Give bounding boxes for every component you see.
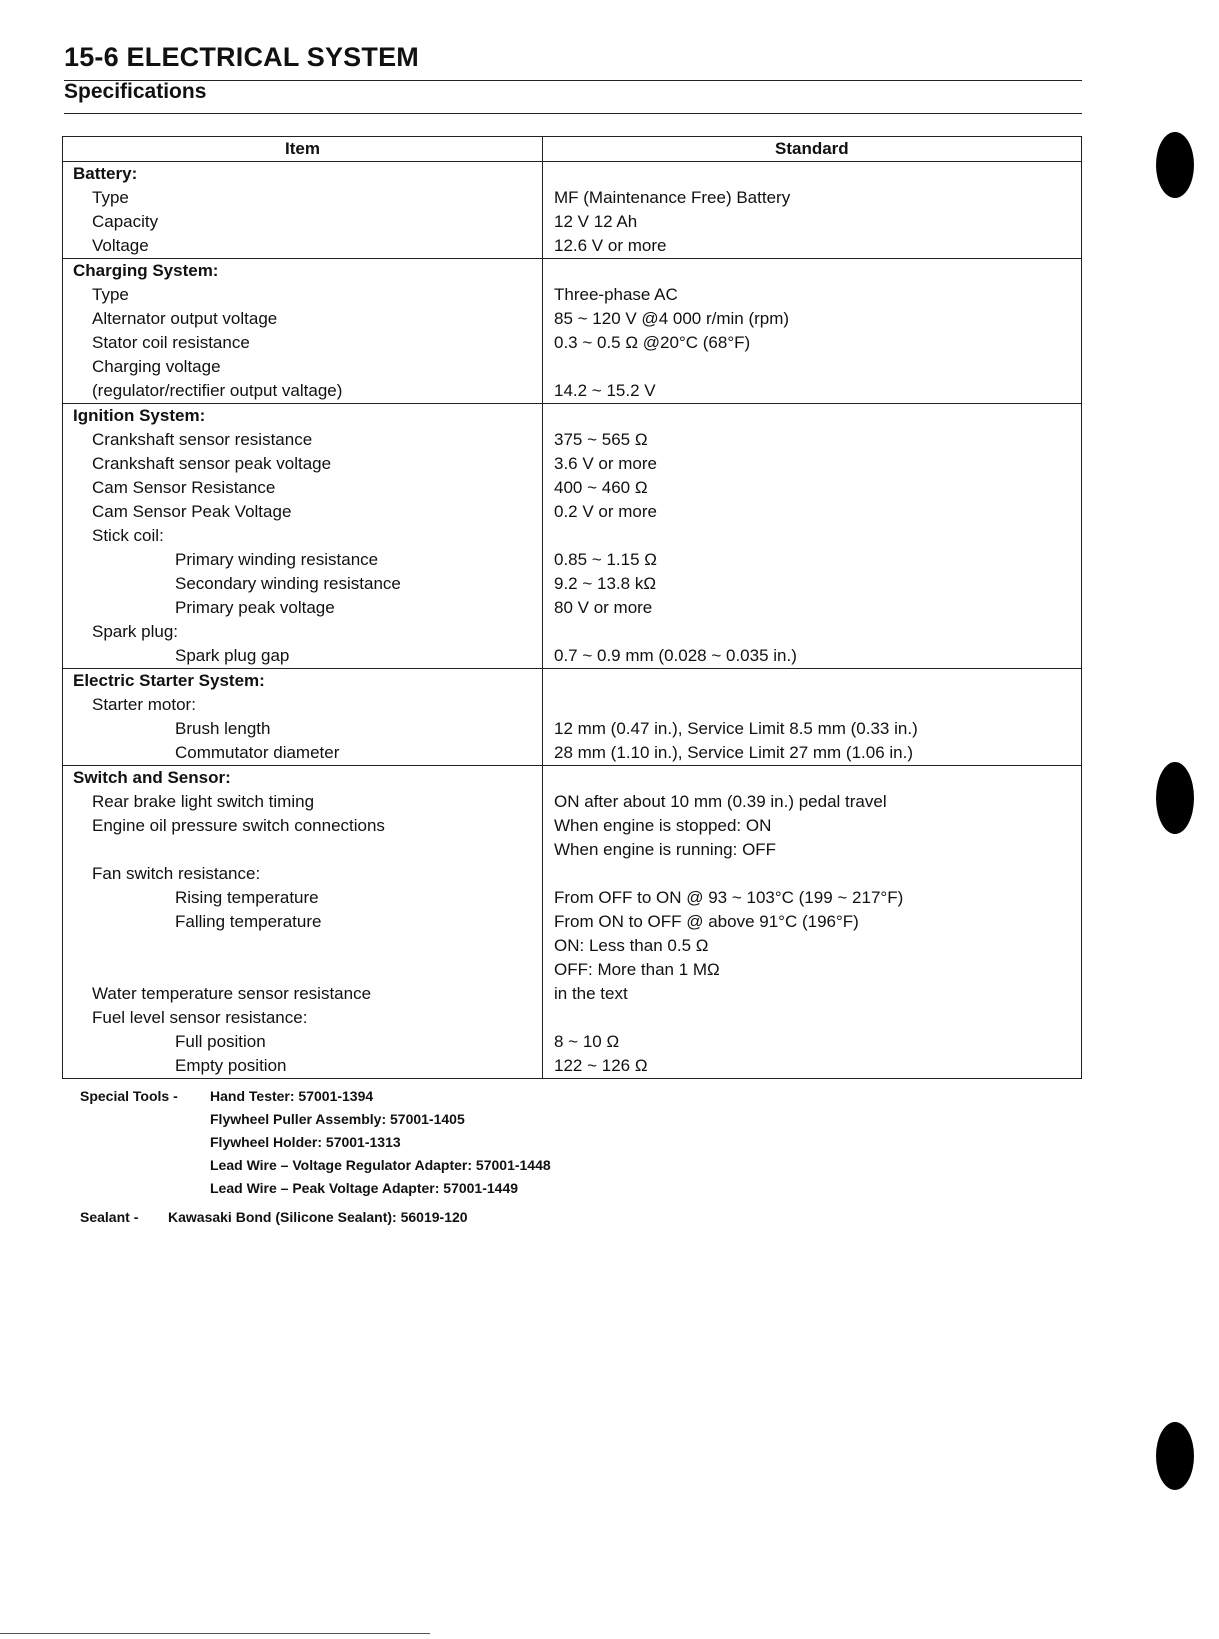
- standard-value: 85 ~ 120 V @4 000 r/min (rpm): [554, 309, 790, 328]
- standard-value: 12 mm (0.47 in.), Service Limit 8.5 mm (0.33 in.): [554, 719, 918, 738]
- item-label: Engine oil pressure switch connections: [92, 816, 385, 835]
- group-heading: Charging System:: [73, 261, 219, 280]
- notes: [80, 1085, 551, 1229]
- spec-group-row: [63, 259, 1082, 404]
- standard-value: 8 ~ 10 Ω: [554, 1032, 620, 1051]
- standard-value: 80 V or more: [554, 598, 653, 617]
- item-label: Spark plug gap: [175, 646, 290, 665]
- item-label: Alternator output voltage: [92, 309, 278, 328]
- section-title: Specifications: [64, 80, 207, 103]
- standard-value: 0.3 ~ 0.5 Ω @20°C (68°F): [554, 333, 751, 352]
- standard-value: 375 ~ 565 Ω: [554, 430, 648, 449]
- group-heading: Switch and Sensor:: [73, 768, 231, 787]
- item-label: Starter motor:: [92, 695, 196, 714]
- item-label: Type: [92, 188, 129, 207]
- standard-value: 12.6 V or more: [554, 236, 667, 255]
- item-label: Rising temperature: [175, 888, 319, 907]
- special-tool: Hand Tester: 57001-1394: [210, 1088, 374, 1104]
- sealant-label: Sealant -: [80, 1209, 139, 1225]
- item-label: Stick coil:: [92, 526, 164, 545]
- section-rule: [64, 113, 1082, 114]
- item-cell: [63, 162, 543, 259]
- group-heading: Electric Starter System:: [73, 671, 265, 690]
- item-label: Primary peak voltage: [175, 598, 335, 617]
- item-label: Charging voltage: [92, 357, 221, 376]
- special-tools-list: [210, 1085, 551, 1200]
- item-label: Full position: [175, 1032, 266, 1051]
- standard-value: 122 ~ 126 Ω: [554, 1056, 648, 1075]
- item-label: Spark plug:: [92, 622, 178, 641]
- standard-value: [543, 693, 1081, 717]
- special-tools-row: [80, 1085, 551, 1200]
- standard-value: From ON to OFF @ above 91°C (196°F): [554, 912, 859, 931]
- item-label: [63, 838, 542, 862]
- standard-value: [543, 766, 1081, 790]
- item-label: Water temperature sensor resistance: [92, 984, 372, 1003]
- special-tool: Lead Wire – Voltage Regulator Adapter: 57001-1448: [210, 1157, 551, 1173]
- standard-cell: [543, 404, 1082, 669]
- group-heading: Battery:: [73, 164, 138, 183]
- item-label: Empty position: [175, 1056, 287, 1075]
- standard-value: 0.2 V or more: [554, 502, 657, 521]
- standard-value: [543, 862, 1081, 886]
- item-label: Stator coil resistance: [92, 333, 250, 352]
- standard-cell: [543, 162, 1082, 259]
- standard-value: 0.85 ~ 1.15 Ω: [554, 550, 657, 569]
- item-label: Secondary winding resistance: [175, 574, 401, 593]
- standard-value: [543, 259, 1081, 283]
- item-cell: [63, 669, 543, 766]
- chapter-title: 15-6 ELECTRICAL SYSTEM: [64, 42, 419, 72]
- special-tool: Flywheel Puller Assembly: 57001-1405: [210, 1111, 465, 1127]
- standard-value: [543, 162, 1081, 186]
- standard-value: 0.7 ~ 0.9 mm (0.028 ~ 0.035 in.): [554, 646, 797, 665]
- standard-value: in the text: [554, 984, 628, 1003]
- item-label: Brush length: [175, 719, 271, 738]
- standard-cell: [543, 259, 1082, 404]
- item-cell: [63, 766, 543, 1079]
- group-heading: Ignition System:: [73, 406, 206, 425]
- standard-value: OFF: More than 1 MΩ: [554, 960, 720, 979]
- standard-value: MF (Maintenance Free) Battery: [554, 188, 791, 207]
- item-label: Cam Sensor Resistance: [92, 478, 276, 497]
- spec-group-row: [63, 162, 1082, 259]
- standard-value: [543, 1006, 1081, 1030]
- standard-value: ON: Less than 0.5 Ω: [554, 936, 709, 955]
- page-edge-line: [0, 1633, 430, 1634]
- item-label: Crankshaft sensor peak voltage: [92, 454, 332, 473]
- item-label: Cam Sensor Peak Voltage: [92, 502, 292, 521]
- special-tools-label: Special Tools -: [80, 1088, 178, 1104]
- standard-value: ON after about 10 mm (0.39 in.) pedal travel: [554, 792, 887, 811]
- item-label: Fuel level sensor resistance:: [92, 1008, 308, 1027]
- standard-value: 3.6 V or more: [554, 454, 657, 473]
- item-label: Rear brake light switch timing: [92, 792, 315, 811]
- standard-value: [543, 669, 1081, 693]
- binder-hole-mark: [1156, 1422, 1194, 1490]
- standard-value: Three-phase AC: [554, 285, 678, 304]
- standard-value: When engine is running: OFF: [554, 840, 777, 859]
- specifications-table: [62, 136, 1082, 1079]
- item-label: Crankshaft sensor resistance: [92, 430, 313, 449]
- item-label: Voltage: [92, 236, 149, 255]
- table-header-row: [63, 137, 1082, 162]
- special-tool: Flywheel Holder: 57001-1313: [210, 1134, 401, 1150]
- item-label: Commutator diameter: [175, 743, 340, 762]
- standard-value: 28 mm (1.10 in.), Service Limit 27 mm (1.06 in.): [554, 743, 914, 762]
- standard-value: 12 V 12 Ah: [554, 212, 638, 231]
- item-label: Type: [92, 285, 129, 304]
- standard-value: [543, 404, 1081, 428]
- standard-value: When engine is stopped: ON: [554, 816, 772, 835]
- standard-cell: [543, 669, 1082, 766]
- column-header-standard: Standard: [543, 137, 1082, 162]
- special-tool: Lead Wire – Peak Voltage Adapter: 57001-1449: [210, 1180, 519, 1196]
- standard-value: 400 ~ 460 Ω: [554, 478, 648, 497]
- standard-value: [543, 355, 1081, 379]
- standard-value: From OFF to ON @ 93 ~ 103°C (199 ~ 217°F): [554, 888, 904, 907]
- item-label: (regulator/rectifier output valtage): [92, 381, 343, 400]
- sealant-row: [80, 1206, 551, 1229]
- spec-group-row: [63, 766, 1082, 1079]
- spec-group-row: [63, 669, 1082, 766]
- standard-value: 14.2 ~ 15.2 V: [554, 381, 656, 400]
- binder-hole-mark: [1156, 132, 1194, 198]
- item-cell: [63, 259, 543, 404]
- table-body: [63, 162, 1082, 1079]
- standard-value: 9.2 ~ 13.8 kΩ: [554, 574, 657, 593]
- standard-value: [543, 620, 1081, 644]
- item-label: Fan switch resistance:: [92, 864, 261, 883]
- standard-cell: [543, 766, 1082, 1079]
- standard-value: [543, 524, 1081, 548]
- item-label: [63, 958, 542, 982]
- column-header-item: Item: [63, 137, 543, 162]
- sealant-value: Kawasaki Bond (Silicone Sealant): 56019-120: [168, 1209, 468, 1225]
- item-cell: [63, 404, 543, 669]
- item-label: Primary winding resistance: [175, 550, 379, 569]
- header-rule: [64, 80, 1082, 81]
- binder-hole-mark: [1156, 762, 1194, 834]
- item-label: Capacity: [92, 212, 159, 231]
- item-label: [63, 934, 542, 958]
- item-label: Falling temperature: [175, 912, 322, 931]
- spec-group-row: [63, 404, 1082, 669]
